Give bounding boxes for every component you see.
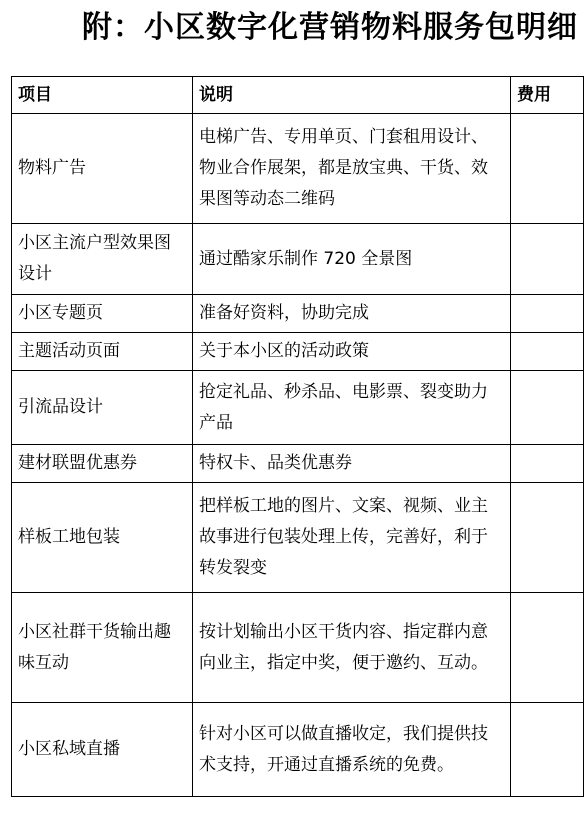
cell-fee [511,295,584,333]
table-row [12,333,584,371]
cell-item: 小区私域直播 [12,703,193,797]
header-description: 说明 [193,77,511,114]
cell-description: 按计划输出小区干货内容、指定群内意向业主，指定中奖，便于邀约、互动。 [193,593,511,703]
table-row [12,483,584,593]
table-row [12,224,584,295]
table-header-row [12,77,584,114]
cell-fee [511,703,584,797]
cell-fee [511,593,584,703]
cell-description: 把样板工地的图片、文案、视频、业主故事进行包装处理上传，完善好，利于转发裂变 [193,483,511,593]
cell-fee [511,483,584,593]
page-title: 附：小区数字化营销物料服务包明细 [82,10,578,45]
header-item: 项目 [12,77,193,114]
cell-item: 小区社群干货输出趣味互动 [12,593,193,703]
cell-fee [511,371,584,445]
cell-fee [511,445,584,483]
cell-description: 电梯广告、专用单页、门套租用设计、物业合作展架，都是放宝典、干货、效果图等动态二维码 [193,114,511,224]
cell-item: 引流品设计 [12,371,193,445]
table-row [12,593,584,703]
table-row [12,703,584,797]
table-row [12,371,584,445]
cell-item: 小区主流户型效果图设计 [12,224,193,295]
service-detail-table [11,76,584,797]
cell-description: 针对小区可以做直播收定，我们提供技术支持，开通过直播系统的免费。 [193,703,511,797]
cell-description: 准备好资料，协助完成 [193,295,511,333]
cell-fee [511,333,584,371]
cell-description: 关于本小区的活动政策 [193,333,511,371]
cell-description: 特权卡、品类优惠券 [193,445,511,483]
table-row [12,445,584,483]
cell-item: 建材联盟优惠券 [12,445,193,483]
cell-item: 物料广告 [12,114,193,224]
table-row [12,295,584,333]
cell-description: 抢定礼品、秒杀品、电影票、裂变助力产品 [193,371,511,445]
cell-fee [511,224,584,295]
header-fee: 费用 [511,77,584,114]
cell-description: 通过酷家乐制作 720 全景图 [193,224,511,295]
cell-item: 小区专题页 [12,295,193,333]
cell-fee [511,114,584,224]
cell-item: 主题活动页面 [12,333,193,371]
table-row [12,114,584,224]
cell-item: 样板工地包装 [12,483,193,593]
